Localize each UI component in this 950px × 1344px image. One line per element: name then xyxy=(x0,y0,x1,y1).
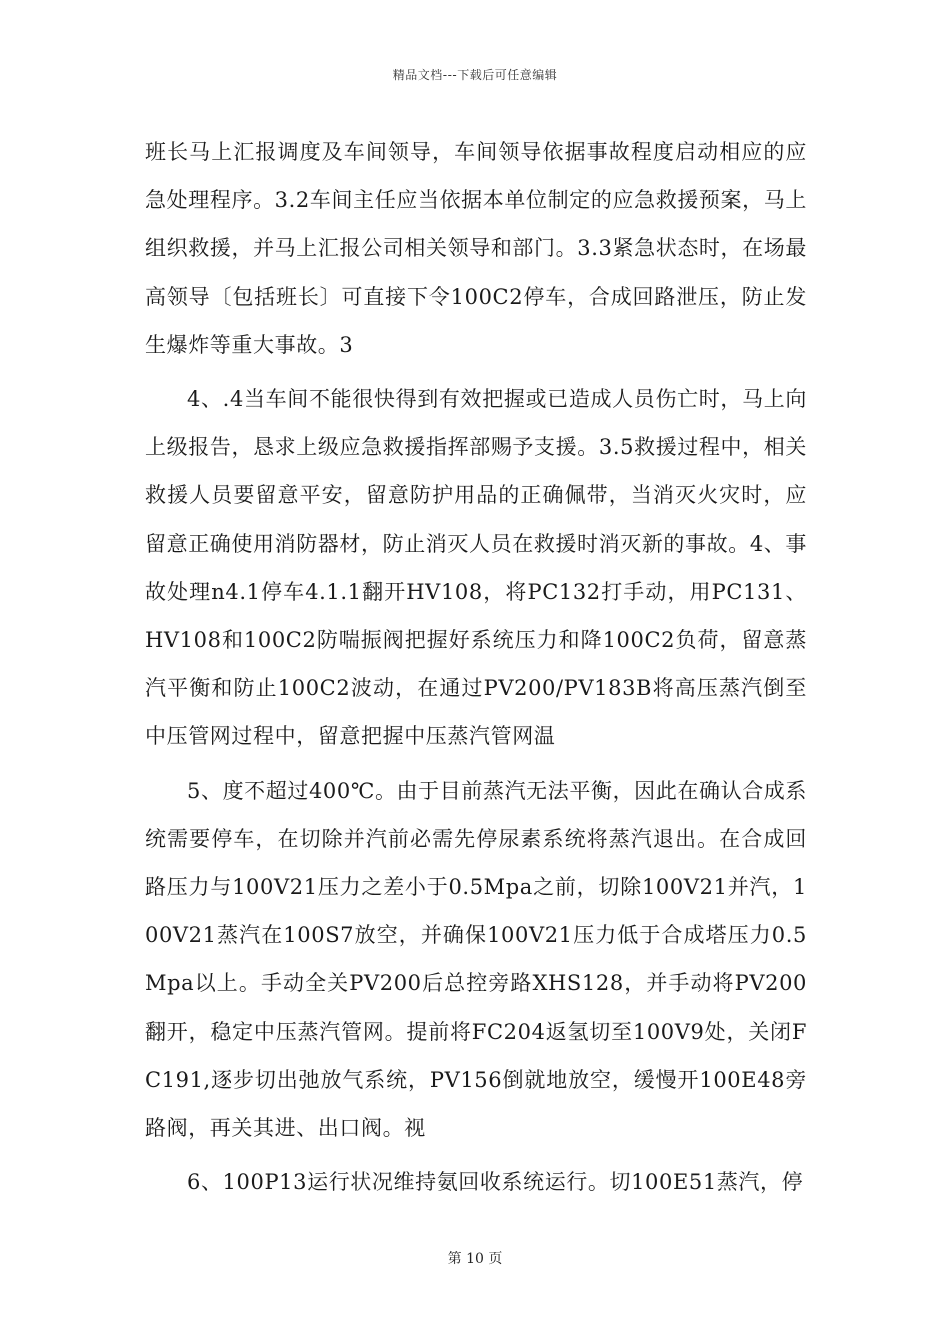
page-header: 精品文档---下载后可任意编辑 xyxy=(392,68,558,82)
document-body xyxy=(145,128,807,1212)
paragraph-1: 班长马上汇报调度及车间领导，车间领导依据事故程度启动相应的应急处理程序。3.2车间主任应当依据本单位制定的应急救援预案，马上组织救援，并马上汇报公司相关领导和部门。3.3紧急状态时，在场最高领导〔包括班长〕可直接下令100C2停车，合成回路泄压，防止发生爆炸等重大事故。3 xyxy=(145,140,807,357)
paragraph-2: 4、.4当车间不能很快得到有效把握或已造成人员伤亡时，马上向上级报告，恳求上级应急救援指挥部赐予支援。3.5救援过程中，相关救援人员要留意平安，留意防护用品的正确佩带，当消灭火灾时，应留意正确使用消防器材，防止消灭人员在救援时消灭新的事故。4、事故处理n4.1停车4.1.1翻开HV108，将PC132打手动，用PC131、HV108和100C2防喘振阀把握好系统压力和降100C2负荷，留意蒸汽平衡和防止100C2波动，在通过PV200/PV183B将高压蒸汽倒至中压管网过程中，留意把握中压蒸汽管网温 xyxy=(145,387,807,749)
paragraph-4: 6、100P13运行状况维持氨回收系统运行。切100E51蒸汽，停 xyxy=(187,1170,804,1195)
paragraph-3: 5、度不超过400℃。由于目前蒸汽无法平衡，因此在确认合成系统需要停车，在切除并汽前必需先停尿素系统将蒸汽退出。在合成回路压力与100V21压力之差小于0.5Mpa之前，切除100V21并汽，100V21蒸汽在100S7放空，并确保100V21压力低于合成塔压力0.5Mpa以上。手动全关PV200后总控旁路XHS128，并手动将PV200翻开，稳定中压蒸汽管网。提前将FC204返氢切至100V9处，关闭FC191,逐步切出弛放气系统，PV156倒就地放空，缓慢开100E48旁路阀，再关其进、出口阀。视 xyxy=(145,778,807,1141)
page-number: 第 10 页 xyxy=(447,1251,503,1267)
